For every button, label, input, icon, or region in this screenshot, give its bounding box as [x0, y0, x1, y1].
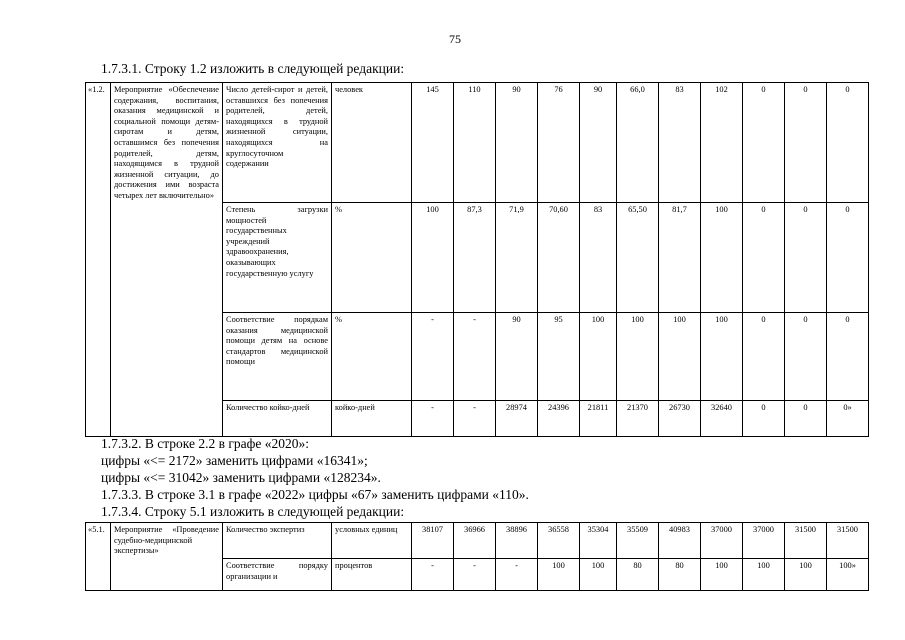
value-cell: 81,7 — [659, 203, 701, 313]
value-cell: 0 — [743, 203, 785, 313]
value-cell: 0 — [827, 83, 869, 203]
value-cell: 31500 — [827, 523, 869, 559]
value-cell: 80 — [617, 559, 659, 591]
unit: % — [332, 203, 412, 313]
value-cell: 0 — [785, 203, 827, 313]
value-cell: 110 — [454, 83, 496, 203]
value-cell: 37000 — [743, 523, 785, 559]
value-cell: 38107 — [412, 523, 454, 559]
value-cell: 102 — [701, 83, 743, 203]
value-cell: 0 — [785, 83, 827, 203]
value-cell: - — [412, 401, 454, 437]
value-cell: 21370 — [617, 401, 659, 437]
value-cell: 32640 — [701, 401, 743, 437]
value-cell: 28974 — [496, 401, 538, 437]
value-cell: 0 — [827, 313, 869, 401]
table-row-1-2 — [85, 82, 869, 437]
value-cell: 35304 — [580, 523, 617, 559]
value-cell: 90 — [496, 83, 538, 203]
unit: условных единиц — [332, 523, 412, 559]
value-cell: 100 — [580, 559, 617, 591]
indicator: Соответствие порядкам оказания медицинской помощи детям на основе стандартов медицинской помощи — [223, 313, 332, 401]
value-cell: 83 — [659, 83, 701, 203]
value-cell: 100 — [617, 313, 659, 401]
value-cell: 100 — [743, 559, 785, 591]
value-cell: 100 — [701, 313, 743, 401]
value-cell: 0 — [785, 401, 827, 437]
value-cell: 38896 — [496, 523, 538, 559]
value-cell: 100 — [785, 559, 827, 591]
value-cell: 36966 — [454, 523, 496, 559]
value-cell: 35509 — [617, 523, 659, 559]
value-cell: 26730 — [659, 401, 701, 437]
unit: процентов — [332, 559, 412, 591]
value-cell: 100 — [580, 313, 617, 401]
value-cell: 0 — [743, 313, 785, 401]
value-cell: 21811 — [580, 401, 617, 437]
value-cell: - — [454, 559, 496, 591]
section-1-7-3-3: 1.7.3.3. В строке 3.1 в графе «2022» цифры «67» заменить цифрами «110». — [101, 487, 529, 502]
value-cell: 80 — [659, 559, 701, 591]
value-cell: - — [496, 559, 538, 591]
value-cell: 0 — [743, 401, 785, 437]
value-cell: 0 — [827, 203, 869, 313]
value-cell: 95 — [538, 313, 580, 401]
page-number: 75 — [449, 32, 461, 46]
indicator: Количество экспертиз — [223, 523, 332, 559]
value-cell: 66,0 — [617, 83, 659, 203]
measure-name: Мероприятие «Обеспечение содержания, воспитания, оказания медицинской и социальной помощи детям-сиротам и детям, оставшимся без попечения родителей, детям, находящимся в трудной жизненной ситуации, до достижения ими возраста четырех лет включительно» — [111, 83, 223, 437]
table-row-5-1 — [85, 522, 869, 591]
value-cell: 90 — [580, 83, 617, 203]
value-cell: 145 — [412, 83, 454, 203]
value-cell: - — [412, 559, 454, 591]
value-cell: 100 — [538, 559, 580, 591]
value-cell: 36558 — [538, 523, 580, 559]
measure-name: Мероприятие «Проведение судебно-медицинской экспертизы» — [111, 523, 223, 591]
value-cell: 87,3 — [454, 203, 496, 313]
indicator: Количество койко-дней — [223, 401, 332, 437]
digits-line-1: цифры «<= 2172» заменить цифрами «16341»; — [101, 453, 368, 468]
table-row — [86, 83, 869, 203]
digits-line-2: цифры «<= 31042» заменить цифрами «128234». — [101, 470, 381, 485]
value-cell: 0 — [785, 313, 827, 401]
indicator: Число детей-сирот и детей, оставшихся без попечения родителей, детей, находящихся в трудной жизненной ситуации, находящихся на круглосуточном содержании — [223, 83, 332, 203]
indicator: Соответствие порядку организации и — [223, 559, 332, 591]
value-cell: 100 — [701, 203, 743, 313]
value-cell: 76 — [538, 83, 580, 203]
unit: койко-дней — [332, 401, 412, 437]
value-cell: 100» — [827, 559, 869, 591]
value-cell: 0» — [827, 401, 869, 437]
indicator: Степень загрузки мощностей государственных учреждений здравоохранения, оказывающих государственную услугу — [223, 203, 332, 313]
value-cell: 24396 — [538, 401, 580, 437]
value-cell: 71,9 — [496, 203, 538, 313]
value-cell: - — [454, 401, 496, 437]
value-cell: 100 — [412, 203, 454, 313]
value-cell: 90 — [496, 313, 538, 401]
unit: человек — [332, 83, 412, 203]
value-cell: 37000 — [701, 523, 743, 559]
value-cell: 40983 — [659, 523, 701, 559]
row-prefix: «1.2. — [86, 83, 111, 437]
section-1-7-3-4: 1.7.3.4. Строку 5.1 изложить в следующей редакции: — [101, 504, 405, 519]
unit: % — [332, 313, 412, 401]
value-cell: 65,50 — [617, 203, 659, 313]
table-row — [86, 523, 869, 559]
section-1-7-3-1: 1.7.3.1. Строку 1.2 изложить в следующей редакции: — [101, 61, 405, 76]
value-cell: 70,60 — [538, 203, 580, 313]
section-1-7-3-2: 1.7.3.2. В строке 2.2 в графе «2020»: — [101, 436, 310, 451]
value-cell: 0 — [743, 83, 785, 203]
value-cell: - — [412, 313, 454, 401]
value-cell: - — [454, 313, 496, 401]
value-cell: 31500 — [785, 523, 827, 559]
value-cell: 100 — [659, 313, 701, 401]
value-cell: 83 — [580, 203, 617, 313]
value-cell: 100 — [701, 559, 743, 591]
row-prefix: «5.1. — [86, 523, 111, 591]
